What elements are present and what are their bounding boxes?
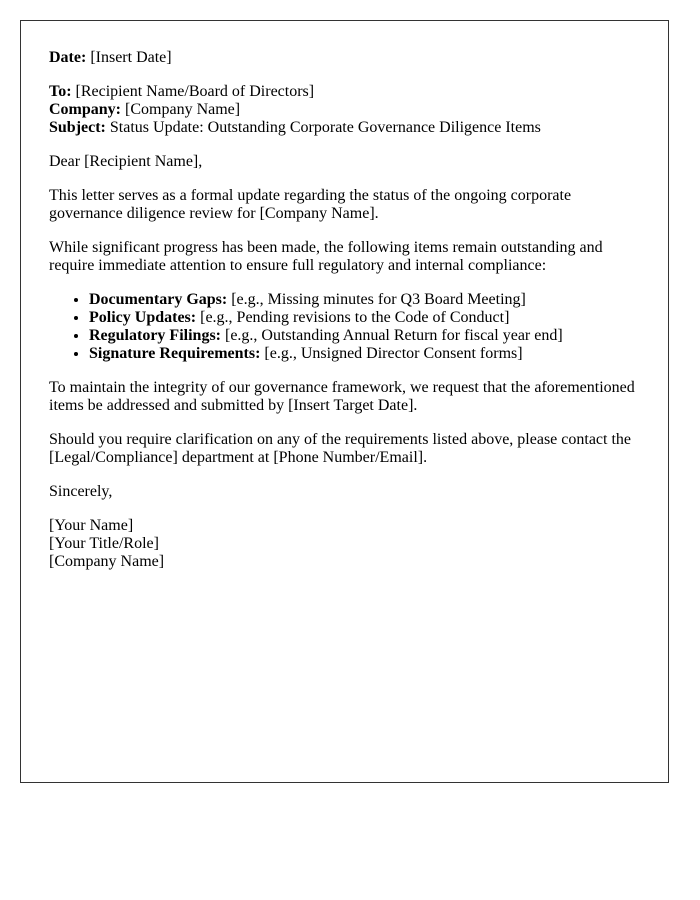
signature-company: [Company Name]	[49, 553, 165, 570]
intro-paragraph: This letter serves as a formal update regarding the status of the ongoing corporate governance diligence review for [Company Name].	[49, 187, 572, 222]
progress-paragraph: While significant progress has been made, the following items remain outstanding and require immediate attention to ensure full regulatory and internal compliance:	[49, 239, 603, 274]
closing: Sincerely,	[49, 483, 113, 500]
list-item: • Regulatory Filings: [e.g., Outstanding Annual Return for fiscal year end]	[89, 327, 648, 345]
subject-line: Subject: Status Update: Outstanding Corporate Governance Diligence Items	[49, 119, 541, 136]
header-block	[49, 83, 648, 137]
signature-block	[49, 517, 648, 571]
date-line: Date: [Insert Date]	[49, 49, 172, 66]
to-line: To: [Recipient Name/Board of Directors]	[49, 83, 315, 100]
contact-paragraph: Should you require clarification on any of the requirements listed above, please contact the [Legal/Compliance] department at [Phone Number/Email].	[49, 431, 632, 466]
signature-name: [Your Name]	[49, 517, 134, 534]
list-item: • Policy Updates: [e.g., Pending revisions to the Code of Conduct]	[89, 309, 648, 327]
company-line: Company: [Company Name]	[49, 101, 241, 118]
list-item: • Signature Requirements: [e.g., Unsigned Director Consent forms]	[89, 345, 648, 363]
list-item: • Documentary Gaps: [e.g., Missing minutes for Q3 Board Meeting]	[89, 291, 648, 309]
outstanding-items-list	[49, 291, 648, 363]
signature-title: [Your Title/Role]	[49, 535, 159, 552]
letter-page	[20, 20, 669, 783]
salutation: Dear [Recipient Name],	[49, 153, 203, 170]
request-paragraph: To maintain the integrity of our governance framework, we request that the aforementioned items be addressed and submitted by [Insert Target Date].	[49, 379, 635, 414]
